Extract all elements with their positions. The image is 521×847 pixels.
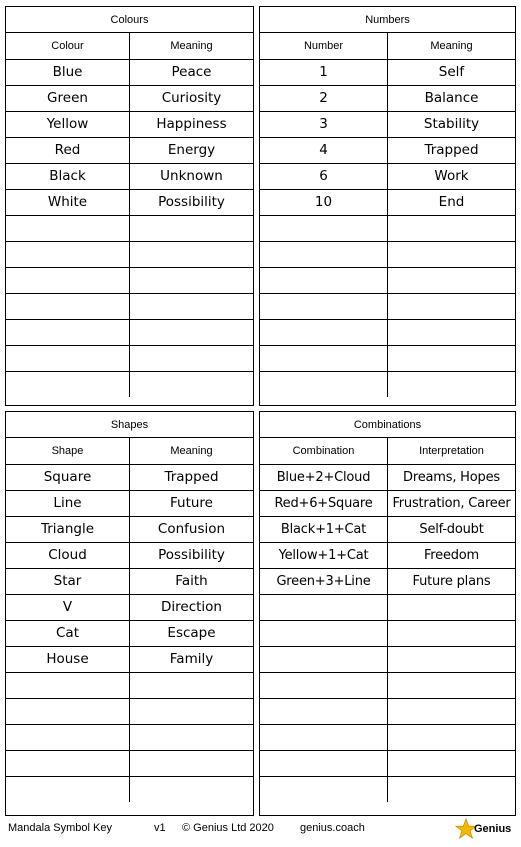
table-row <box>260 516 515 542</box>
colours-cell <box>130 319 254 345</box>
table-row <box>260 59 515 85</box>
combinations-cell <box>388 776 516 802</box>
combinations-cell <box>260 594 388 620</box>
combinations-cell <box>388 672 516 698</box>
footer-copyright: © Genius Ltd 2020 <box>182 822 274 834</box>
colours-cell: Yellow <box>6 111 130 137</box>
table-row <box>260 189 515 215</box>
numbers-title: Numbers <box>260 7 515 33</box>
numbers-cell <box>388 241 516 267</box>
combinations-cell <box>388 698 516 724</box>
combinations-cell: Dreams, Hopes <box>388 464 516 490</box>
footer-doc-name: Mandala Symbol Key <box>8 822 112 834</box>
table-row <box>260 163 515 189</box>
numbers-cell: 1 <box>260 59 388 85</box>
table-row <box>260 776 515 802</box>
combinations-cell <box>260 620 388 646</box>
colours-cell: Happiness <box>130 111 254 137</box>
shapes-cell: Cat <box>6 620 130 646</box>
table-row <box>260 215 515 241</box>
colours-cell: White <box>6 189 130 215</box>
combinations-cell: Future plans <box>388 568 516 594</box>
colours-cell: Red <box>6 137 130 163</box>
shapes-cell: Trapped <box>130 464 254 490</box>
shapes-cell <box>130 724 254 750</box>
table-row <box>260 724 515 750</box>
colours-cell: Unknown <box>130 163 254 189</box>
table-row <box>260 620 515 646</box>
numbers-cell <box>388 293 516 319</box>
shapes-cell: V <box>6 594 130 620</box>
colours-cell: Blue <box>6 59 130 85</box>
colours-cell: Energy <box>130 137 254 163</box>
combinations-cell <box>388 620 516 646</box>
table-row <box>6 516 253 542</box>
combinations-cell <box>260 750 388 776</box>
numbers-cell <box>388 215 516 241</box>
colours-cell: Green <box>6 85 130 111</box>
colours-cell <box>6 319 130 345</box>
numbers-cell: Trapped <box>388 137 516 163</box>
table-row <box>6 698 253 724</box>
table-row <box>260 293 515 319</box>
numbers-cell <box>260 319 388 345</box>
numbers-panel <box>259 6 516 406</box>
numbers-cell <box>260 345 388 371</box>
shapes-cell: Family <box>130 646 254 672</box>
shapes-header-shape: Shape <box>6 438 130 464</box>
colours-cell: Peace <box>130 59 254 85</box>
combinations-cell <box>260 646 388 672</box>
shapes-cell: Triangle <box>6 516 130 542</box>
shapes-cell: Confusion <box>130 516 254 542</box>
numbers-cell: Stability <box>388 111 516 137</box>
table-row <box>6 59 253 85</box>
numbers-cell <box>260 293 388 319</box>
colours-header-meaning: Meaning <box>130 33 254 59</box>
combinations-cell <box>388 646 516 672</box>
shapes-cell <box>6 672 130 698</box>
shapes-cell: Star <box>6 568 130 594</box>
colours-header-colour: Colour <box>6 33 130 59</box>
combinations-cell <box>388 724 516 750</box>
combinations-cell <box>260 776 388 802</box>
shapes-panel <box>5 411 254 816</box>
shapes-cell <box>130 698 254 724</box>
colours-cell: Black <box>6 163 130 189</box>
combinations-cell: Black+1+Cat <box>260 516 388 542</box>
numbers-cell: 2 <box>260 85 388 111</box>
shapes-title: Shapes <box>6 412 253 438</box>
shapes-cell: Direction <box>130 594 254 620</box>
logo-text: Genius <box>474 823 512 835</box>
numbers-cell <box>388 267 516 293</box>
table-row <box>6 189 253 215</box>
table-row <box>260 267 515 293</box>
table-row <box>260 542 515 568</box>
table-row <box>260 464 515 490</box>
shapes-cell <box>130 750 254 776</box>
colours-cell: Possibility <box>130 189 254 215</box>
table-row <box>6 137 253 163</box>
footer-version: v1 <box>154 822 166 834</box>
table-row <box>260 371 515 397</box>
table-row <box>6 464 253 490</box>
table-row <box>260 646 515 672</box>
combinations-cell: Frustration, Career <box>388 490 516 516</box>
colours-table <box>6 33 253 397</box>
combinations-table <box>260 438 515 802</box>
colours-cell: Curiosity <box>130 85 254 111</box>
combinations-cell <box>260 698 388 724</box>
footer-website: genius.coach <box>300 822 365 834</box>
numbers-cell <box>260 215 388 241</box>
table-row <box>260 594 515 620</box>
shapes-table <box>6 438 253 802</box>
combinations-cell: Freedom <box>388 542 516 568</box>
shapes-cell <box>6 724 130 750</box>
colours-cell <box>6 267 130 293</box>
combinations-title: Combinations <box>260 412 515 438</box>
table-row <box>260 241 515 267</box>
shapes-cell <box>130 776 254 802</box>
numbers-cell <box>388 371 516 397</box>
shapes-cell: Faith <box>130 568 254 594</box>
table-row <box>260 85 515 111</box>
table-row <box>6 111 253 137</box>
table-row <box>260 137 515 163</box>
numbers-table <box>260 33 515 397</box>
colours-title: Colours <box>6 7 253 33</box>
table-row <box>260 319 515 345</box>
colours-cell <box>6 241 130 267</box>
table-row <box>260 698 515 724</box>
numbers-cell <box>388 319 516 345</box>
table-row <box>6 345 253 371</box>
numbers-header-number: Number <box>260 33 388 59</box>
table-row <box>260 750 515 776</box>
numbers-cell <box>260 241 388 267</box>
colours-cell <box>130 215 254 241</box>
numbers-cell: Self <box>388 59 516 85</box>
shapes-cell: House <box>6 646 130 672</box>
combinations-header-interpretation: Interpretation <box>388 438 516 464</box>
colours-cell <box>130 371 254 397</box>
table-row <box>6 490 253 516</box>
combinations-cell: Green+3+Line <box>260 568 388 594</box>
numbers-cell <box>260 371 388 397</box>
combinations-cell <box>388 594 516 620</box>
table-row <box>6 568 253 594</box>
shapes-cell: Square <box>6 464 130 490</box>
numbers-cell: Balance <box>388 85 516 111</box>
combinations-cell <box>388 750 516 776</box>
colours-cell <box>6 345 130 371</box>
shapes-cell: Possibility <box>130 542 254 568</box>
numbers-cell <box>388 345 516 371</box>
shapes-cell <box>6 750 130 776</box>
colours-cell <box>130 267 254 293</box>
combinations-cell: Yellow+1+Cat <box>260 542 388 568</box>
combinations-header-combination: Combination <box>260 438 388 464</box>
genius-logo <box>455 818 511 840</box>
colours-cell <box>6 215 130 241</box>
table-row <box>6 542 253 568</box>
numbers-cell: Work <box>388 163 516 189</box>
table-row <box>6 724 253 750</box>
table-row <box>260 568 515 594</box>
shapes-cell: Escape <box>130 620 254 646</box>
shapes-cell <box>6 776 130 802</box>
colours-cell <box>130 241 254 267</box>
shapes-header-meaning: Meaning <box>130 438 254 464</box>
table-row <box>6 85 253 111</box>
table-row <box>6 215 253 241</box>
combinations-cell: Self-doubt <box>388 516 516 542</box>
table-row <box>260 345 515 371</box>
combinations-panel <box>259 411 516 816</box>
shapes-cell <box>130 672 254 698</box>
combinations-cell: Blue+2+Cloud <box>260 464 388 490</box>
colours-cell <box>130 293 254 319</box>
table-row <box>6 776 253 802</box>
table-row <box>6 646 253 672</box>
shapes-cell: Line <box>6 490 130 516</box>
table-row <box>6 371 253 397</box>
numbers-cell: 6 <box>260 163 388 189</box>
table-row <box>6 293 253 319</box>
table-row <box>6 267 253 293</box>
colours-cell <box>6 293 130 319</box>
combinations-cell: Red+6+Square <box>260 490 388 516</box>
colours-panel <box>5 6 254 406</box>
numbers-header-meaning: Meaning <box>388 33 516 59</box>
numbers-cell <box>260 267 388 293</box>
table-row <box>6 241 253 267</box>
shapes-cell: Future <box>130 490 254 516</box>
combinations-cell <box>260 672 388 698</box>
table-row <box>6 319 253 345</box>
table-row <box>6 163 253 189</box>
numbers-cell: 4 <box>260 137 388 163</box>
table-row <box>260 672 515 698</box>
numbers-cell: 10 <box>260 189 388 215</box>
colours-cell <box>130 345 254 371</box>
table-row <box>6 594 253 620</box>
table-row <box>6 620 253 646</box>
numbers-cell: 3 <box>260 111 388 137</box>
table-row <box>260 490 515 516</box>
colours-cell <box>6 371 130 397</box>
combinations-cell <box>260 724 388 750</box>
table-row <box>6 672 253 698</box>
shapes-cell: Cloud <box>6 542 130 568</box>
table-row <box>260 111 515 137</box>
table-row <box>6 750 253 776</box>
numbers-cell: End <box>388 189 516 215</box>
shapes-cell <box>6 698 130 724</box>
